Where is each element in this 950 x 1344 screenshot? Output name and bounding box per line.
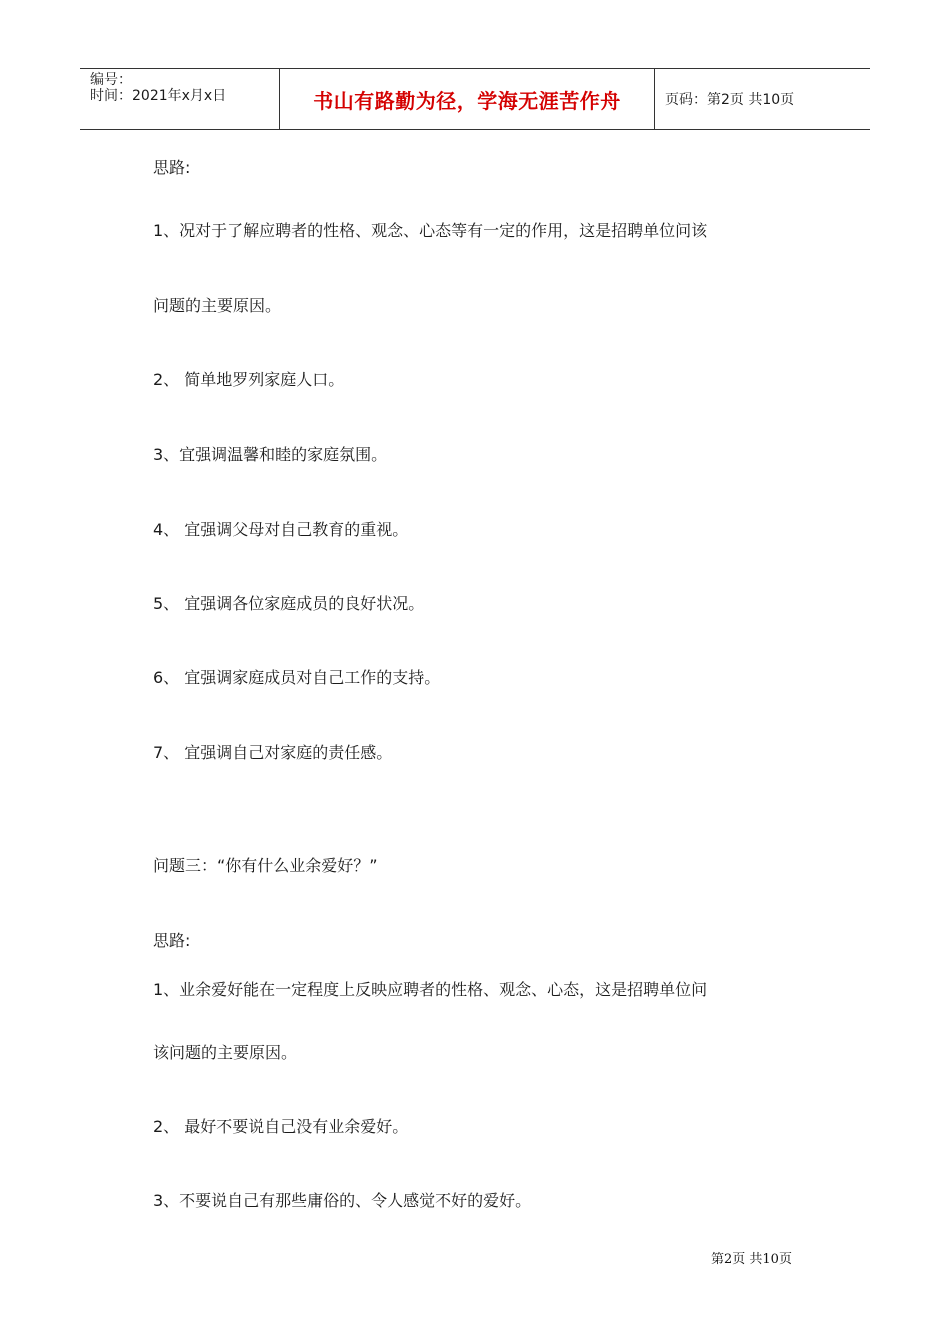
code-label: 编号： xyxy=(90,72,132,88)
paragraph-line: 6、 宜强调家庭成员对自己工作的支持。 xyxy=(153,668,441,687)
paragraph-line: 该问题的主要原因。 xyxy=(153,1043,298,1062)
header-motto: 书山有路勤为径，学海无涯苦作舟 xyxy=(280,69,655,129)
paragraph-line: 2、 最好不要说自己没有业余爱好。 xyxy=(153,1117,409,1136)
page-header xyxy=(80,68,870,130)
paragraph-line: 7、 宜强调自己对家庭的责任感。 xyxy=(153,743,393,762)
paragraph-line: 4、 宜强调父母对自己教育的重视。 xyxy=(153,520,409,539)
paragraph-line: 2、 简单地罗列家庭人口。 xyxy=(153,370,345,389)
paragraph-line: 3、宜强调温馨和睦的家庭氛围。 xyxy=(153,445,388,464)
paragraph-line: 5、 宜强调各位家庭成员的良好状况。 xyxy=(153,594,425,613)
header-page-info: 页码：第2页 共10页 xyxy=(665,92,795,108)
header-meta xyxy=(80,69,280,129)
section-heading: 问题三：“你有什么业余爱好？” xyxy=(153,856,378,875)
paragraph-line: 思路: xyxy=(153,931,191,950)
page-footer: 第2页 共10页 xyxy=(711,1252,792,1267)
paragraph-line: 1、况对于了解应聘者的性格、观念、心态等有一定的作用，这是招聘单位问该 xyxy=(153,221,708,240)
paragraph-line: 问题的主要原因。 xyxy=(153,296,282,315)
paragraph-line: 1、业余爱好能在一定程度上反映应聘者的性格、观念、心态，这是招聘单位问 xyxy=(153,980,708,999)
paragraph-line: 3、不要说自己有那些庸俗的、令人感觉不好的爱好。 xyxy=(153,1191,532,1210)
paragraph-line: 思路: xyxy=(153,158,191,177)
time-label: 时间：2021年x月x日 xyxy=(90,88,227,104)
